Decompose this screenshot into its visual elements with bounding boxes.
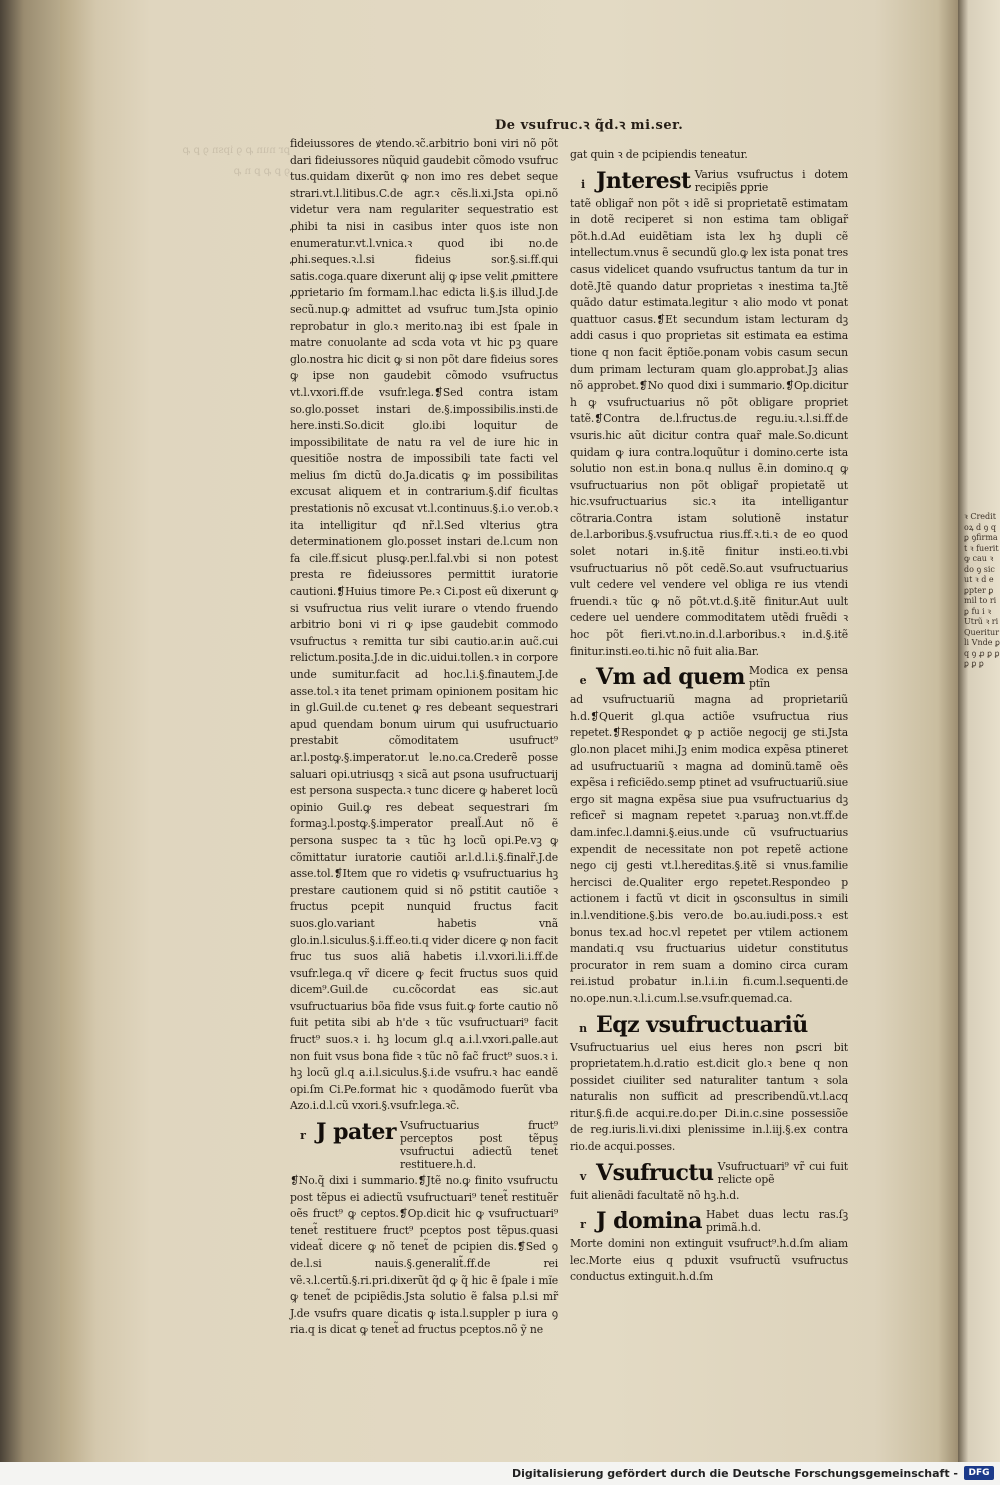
lemma-summary: Modica ex pensa ptĩn	[748, 664, 848, 691]
lemma-usufructu	[570, 1160, 848, 1186]
lemma-heading: Eqz vsufructuariũ	[596, 1011, 808, 1038]
lemma-summary: Varius vsufructus i dotem recipiẽs ꝑprie	[694, 167, 848, 194]
lemma-heading: Vsufructu	[596, 1159, 714, 1186]
margin-letter: v	[579, 1169, 587, 1183]
lemma-heading: J pater	[316, 1119, 396, 1146]
margin-letter: i	[580, 177, 586, 191]
lemma-ipater	[290, 1119, 558, 1171]
lemma-heading: Jnterest	[596, 167, 691, 194]
right-column-opening: gat quin ꝛ de pcipiendis teneatur.	[570, 148, 748, 161]
margin-letter: e	[579, 674, 587, 688]
right-column	[570, 147, 848, 1286]
facing-page-text: ꝛ Creditoꝝ d ꝯ q ꝑ ꝯfirmat ꝛ fuerit ꝙ cau ꝛ do ꝯ sicut ꝛ d e ꝑpter ꝑ mil to ri ꝑ fu i ꝛ Utrũ ꝛ ri Queritur li Vnde ꝑ q ꝯ ꝓ ꝑ ꝑ ꝑ ꝑ ꝑ	[964, 512, 1000, 668]
lemma-summary: Habet duas lectu ras.ſꝫ primã.h.d.	[706, 1208, 848, 1235]
lemma-heading: Vm ad quem	[596, 664, 745, 691]
margin-letter: n	[579, 1021, 587, 1035]
lemma-eqz	[570, 1012, 848, 1038]
commentary-usufructu: fuit alienãdi facultatẽ nõ hꝫ.h.d.	[570, 1188, 740, 1202]
left-column-commentary: ❡No.q̃ dixi i summario.❡Jtẽ no.ꝙ finito vsufructu post tẽpus ei adiectũ vsufructuari⁹ tenet̃ restituẽr oẽs fruct⁹ ꝙ ceptos.❡Op.dicit hic ꝙ vsufructuari⁹ tenet̃ restituere fruct⁹ pceptos post tẽpus.quasi videat̃ dicere ꝙ nõ tenet̃ de pcipien dis.❡Sed ꝯ de.l.si nauis.§.generalit̃.ff.de rei vẽ.ꝛ.l.certũ.§.ri.pri.dixerũt q̃d ꝙ q̃ hic ẽ ſpale i mĩe ꝙ tenet̃ de pcipiẽdis.Jsta solutio ẽ falsa p.l.si mr̃ J.de vsufrs quare dicatis ꝙ ista.l.suppler p iura ꝯ ria.q is dicat ꝙ tenet̃ ad fructus pceptos.nõ ỹ ne	[290, 1174, 558, 1337]
commentary-eqz: Vsufructuarius uel eius heres non ꝑscri bit proprietatem.h.d.ratio est.dicit glo.ꝛ bene q non possidet ciuiliter sed naturaliter tantum ꝛ sola naturalis non sufficit ad prescribendũ.vt.l.acq ritur.§.fi.de acqui.re.do.per Di.in.c.sine possessiõe de reg.iuris.li.vi.dixi plenissime in.l.iij.§.ex contra rio.de acqui.posses.	[570, 1040, 848, 1154]
bleed-through-text: ꝑr nun ꝓ ꝯ ipsn ꝯ ꝑ ꝓ ꝯ ꝑ ꝓ ꝑ n ꝓ	[182, 145, 290, 177]
commentary-adquem: ad vsufructuariũ magna ad proprietariũ h.d.❡Querit gl.qua actiõe vsufructua rius repetet.❡Respondet ꝙ p actiõe negocij ge sti.Jsta glo.non placet mihi.Jꝫ enim modica expẽsa ptineret ad usufructuariũ ꝛ magna ad dominũ.tamẽ oẽs expẽsa i reficiẽdo.semp ptinet ad vsufructuariũ.siue ergo sit magna expẽsa siue pua vsufructuarius dꝫ reficer̃ si magnam repetet ꝛ.paruaꝫ non.vt.ff.de dam.infec.l.damni.§.eius.unde cũ vsufructuarius expendit de necessitate non pot repetẽ actione nego cij gesti vt.l.hereditas.§.itẽ si vnus.familie hercisci de.Qualiter ergo repetet.Respondeo p actionem i factũ vt dicit in ꝯsconsultus in simili in.l.venditione.§.bis vero.de bo.au.iudi.poss.ꝛ est bonus tex.ad hoc.vl repetet per vtilem actionem mandati.q vsu fructuarius uidetur constitutus procurator in rem suam a domino circa curam rei.istud probatur in.l.i.in fi.cum.l.sequenti.de no.ope.nun.ꝛ.l.i.cum.l.se.vsufr.quemad.ca.	[570, 693, 848, 1005]
margin-letter: r	[580, 1218, 586, 1232]
lemma-interest	[570, 168, 848, 194]
lemma-adquem	[570, 664, 848, 690]
lemma-idomina	[570, 1208, 848, 1234]
margin-letter: r	[300, 1129, 306, 1143]
facing-page-edge	[958, 0, 1000, 1462]
commentary-interest: tatẽ obligar̃ non põt ꝛ idẽ si proprietatẽ estimatam in dotẽ reciperet si non estima tam obligar̃ põt.h.d.Ad euidẽtiam ista lex hꝫ dupli cẽ intellectum.vnus ẽ secundũ glo.ꝙ lex ista ponat tres casus videlicet quando vsufructus tantum da tur in dotẽ.Jtẽ quando datur proprietas ꝛ inestima ta.Jtẽ quãdo datur estimata.legitur ꝛ alio modo vt ponat quattuor casus.❡Et secundum istam lecturam dꝫ addi casus i quo proprietas sit estimata ea estima tione q non facit ẽptiõe.ponam vobis casum secun dum primam lecturam quam glo.approbat.Jꝫ alias nõ approbet.❡No quod dixi i summario.❡Op.dicitur h ꝙ vsufructuarius nõ põt obligare propriet tatẽ.❡Contra de.l.fructus.de regu.iu.ꝛ.l.si.ff.de vsuris.hic aũt dicitur contra quar̃ male.So.dicunt quidam ꝙ iura contra.loquũtur i domino.certe ista solutio non est.in bona.q nullus ẽ.in domino.q ꝙ vsufructuarius non põt obligar̃ propietatẽ ut hic.vsufructuarius sic.ꝛ ita intelligantur cõtraria.Contra istam solutionẽ instatur de.l.arboribus.§.vsufructua rius.ff.ꝛ.ti.ꝛ de eo quod solet notari in.§.itẽ finitur insti.eo.ti.vbi vsufructuarius nõ põt cedẽ.So.aut vsufructuarius vult cedere vel vendere vel obliga re ius vtendi fruendi.ꝛ tũc ꝙ nõ põt.vt.d.§.itẽ finitur.Aut uult cedere uel uendere commoditatem utẽdi fruẽdi ꝛ hoc põt fieri.vt.no.in.d.l.arboribus.ꝛ in.d.§.itẽ finitur.insti.eo.ti.hic nõ fuit alia.Bar.	[570, 196, 848, 658]
left-column	[290, 136, 558, 1339]
lemma-summary: Vsufructuarius fruct⁹ perceptos post tẽpus vsufructui adiectũ tenet̃ restituere.h.d.	[399, 1119, 558, 1172]
footer-bar	[0, 1462, 1000, 1485]
lemma-heading: J domina	[596, 1208, 703, 1235]
lemma-summary: Vsufructuari⁹ vr̃ cui fuit relicte opẽ	[717, 1159, 848, 1186]
book-gutter-edge	[0, 0, 60, 1462]
running-head: De vsufruc.ꝛ q̃d.ꝛ mi.ser.	[495, 118, 684, 133]
commentary-idomina: Morte domini non extinguit vsufruct⁹.h.d.ſm aliam lec.Morte eius q pduxit vsufructũ vsufructus conductus extinguit.h.d.ſm	[570, 1237, 848, 1284]
funding-credit: Digitalisierung gefördert durch die Deutsche Forschungsgemeinschaft -	[511, 1467, 958, 1480]
left-column-paragraph: fideiussores de ꝟtendo.ꝛc̃.arbitrio boni viri nõ põt dari fideiussores nũquid gaudebit cõmodo vsufruc tus.quidam dixerũt ꝙ non imo res debet seque strari.vt.l.litibus.C.de agr.ꝛ cẽs.li.xi.Jsta opi.nõ videtur vera nam regulariter sequestratio est ꝓhibi ta nisi in casibus inter quos iste non enumeratur.vt.l.vnica.ꝛ quod ibi no.de ꝓhi.seques.ꝛ.l.si fideius sor.§.si.ff.qui satis.coga.quare dixerunt alij ꝙ ipse velit ꝓmittere ꝓprietario ſm formam.l.hac edicta li.§.is illud.J.de secũ.nup.ꝙ admittet ad vsufruc tum.Jsta opinio reprobatur in glo.ꝛ merito.naꝫ ibi est ſpale in matre conuolante ad scda vota vt hic pꝫ quare glo.nostra hic dicit ꝙ si non põt dare fideius sores ꝙ ipse non gaudebit cõmodo vsufructus vt.l.vxori.ff.de vsufr.lega.❡Sed contra istam so.glo.posset instari de.§.impossibilis.insti.de here.insti.So.dicit glo.ibi loquitur de impossibilitate de natu ra vel de iure hic in quesitiõe nostra de impossibili tate facti vel melius ſm dictũ do.Ja.dicatis ꝙ im possibilitas excusat aliquem et in contrarium.§.dif ficultas prestationis nõ excusat vt.l.continuus.§.i.o ver.ob.ꝛ ita intelligitur qđ nr̃.l.Sed vlterius ꝯtra determinationem glo.posset instari de.l.cum non fa cile.ff.sicut plusꝙ.per.l.fal.vbi si non potest presta re fideiussores permittit iuratorie cautioni.❡Huius timore Pe.ꝛ Ci.post eũ dixerunt ꝙ si vsufructua rius velit iurare o vtendo fruendo arbitrio boni vi ri ꝙ ipse gaudebit commodo vsufructus ꝛ remitta tur sibi cautio.ar.in auc̃.cui relictum.posita.J.de in dic.uidui.tollen.ꝛ in corpore unde sumitur.facit ad hoc.l.i.§.finautem.J.de asse.tol.ꝛ ita tenet primam opinionem positam hic in gl.Guil.de cu.tenet ꝙ res debeant sequestrari apud quendam bonum uirum qui usufructuario prestabit cõmoditatem usufruct⁹ ar.l.postꝙ.§.imperator.ut le.no.ca.Crederẽ posse saluari opi.utriusqꝫ ꝛ sicã aut ꝑsona usufructuarij est persona suspecta.ꝛ tunc dicere ꝙ haberet locũ opinio Guil.ꝙ res debeat sequestrari ſm formaꝫ.l.postꝙ.§.imperator preall̃.Aut nõ ẽ persona suspec ta ꝛ tũc hꝫ locũ opi.Pe.vꝫ ꝙ cõmittatur iuratorie cautiõi ar.l.d.l.i.§.finalr̃.J.de asse.tol.❡Item que ro videtis ꝙ vsufructuarius hꝫ prestare cautionem quid si nõ ꝑstitit cautiõe ꝛ fructus pcepit nunquid fructus facit suos.glo.variant habetis vnã glo.in.l.siculus.§.i.ff.eo.ti.q vider dicere ꝙ non facit fruc tus suos aliã habetis i.l.vxori.li.i.ff.de vsufr.lega.q vr̃ dicere ꝙ fecit fructus suos quid dicem⁹.Guil.de cu.cõcordat eas sic.aut vsufructuarius bõa fide vsus fuit.ꝙ forte cautio nõ fuit petita sibi ab h'de ꝛ tũc vsufructuari⁹ facit fruct⁹ suos.ꝛ i. hꝫ locum gl.q a.i.l.vxori.ꝑalle.aut non fuit vsus bona fide ꝛ tũc nõ fac̃ fruct⁹ suos.ꝛ i. hꝫ locũ gl.q a.i.l.siculus.§.i.de vsufru.ꝛ hac eandẽ opi.ſm Ci.Pe.format hic ꝛ quodãmodo fuerũt vba Azo.i.d.l.cũ vxori.§.vsufr.lega.ꝛc̃.	[290, 137, 559, 1113]
dfg-logo-icon: DFG	[964, 1466, 994, 1480]
